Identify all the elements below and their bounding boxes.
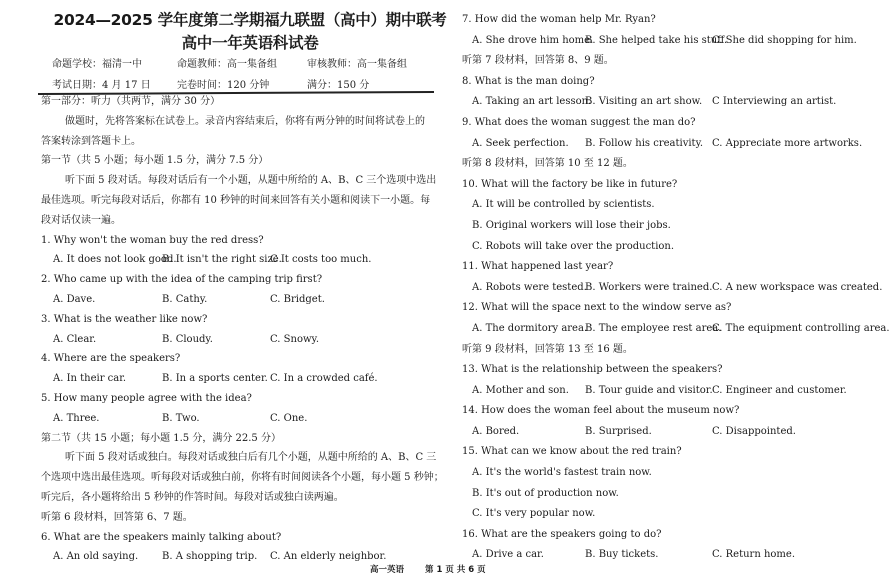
answer-option-c: C. An elderly neighbor. [270,551,387,563]
answer-options [462,422,862,443]
answer-option-a: A. Taking an art lesson. [472,96,592,108]
section1-intro: 段对话仅读一遍。 [41,214,121,226]
duration: 完卷时间：120 分钟 [177,80,270,91]
answer-option-b: B. Visiting an art show. [585,96,703,108]
answer-options [462,92,862,113]
section2-intro: 个选项中选出最佳选项。听每段对话或独白前，你将有时间阅读各个小题，每小题 5 秒钟； [41,472,444,484]
answer-options [462,319,890,340]
answer-option-a: A. Dave. [53,293,96,305]
answer-option-b: B. Cloudy. [162,333,213,345]
answer-options [41,409,441,429]
answer-option-b: B. It's out of production now. [472,487,619,499]
answer-option-a: A. Clear. [53,333,97,345]
answer-option-a: A. She drove him home. [472,34,594,46]
answer-option-b: B. A shopping trip. [162,551,258,563]
answer-option-b: B. Tour guide and visitor. [585,384,713,396]
answer-option-a: A. Drive a car. [472,549,544,561]
answer-option-c: C It costs too much. [270,254,372,266]
question-stem: 14. How does the woman feel about the museum now? [462,405,740,417]
school: 命题学校：福清一中 [52,59,142,70]
answer-option-b: B. Buy tickets. [585,549,659,561]
question-stem: 4. Where are the speakers? [41,353,181,365]
answer-option-c: C. Appreciate more artworks. [712,137,863,149]
question-stem: 9. What does the woman suggest the man do? [462,116,696,128]
answer-option-c: C. Disappointed. [712,425,796,437]
material-note: 听第 9 段材料，回答第 13 至 16 题。 [462,343,633,355]
question-stem: 3. What is the weather like now? [41,313,208,325]
exam-subtitle: 高中一年英语科试卷 [181,34,319,52]
answer-option-c: C. Return home. [712,549,795,561]
author: 命题教师：高一集备组 [177,59,277,70]
answer-options [462,278,883,299]
answer-option-c: C. One. [270,412,308,424]
part1-heading: 第一部分：听力（共两节，满分 30 分） [41,96,221,107]
answer-option-c: C. The equipment controlling area. [712,322,890,334]
question-stem: 1. Why won't the woman buy the red dress? [41,234,264,246]
answer-option-a: A. In their car. [53,373,127,385]
footer-subject: 高一英语 [370,565,405,575]
answer-options [462,381,862,402]
answer-options [41,290,441,310]
part1-intro: 做题时，先将答案标在试卷上。录音内容结束后，你将有两分钟的时间将试卷上的 [65,115,425,127]
answer-option-c: C. Robots will take over the production. [472,240,675,252]
material-note: 听第 6 段材料，回答第 6、7 题。 [41,511,193,523]
answer-option-b: B. Cathy. [162,293,208,305]
section1-heading: 第一节（共 5 小题；每小题 1.5 分，满分 7.5 分） [41,155,269,167]
section1-intro: 听下面 5 段对话。每段对话后有一个小题，从题中所给的 A、B、C 三个选项中选出 [65,175,437,187]
question-stem: 15. What can we know about the red train? [462,446,682,458]
footer-page: 第 1 页 共 6 页 [425,565,486,575]
answer-option-c: C. Bridget. [270,293,325,305]
section2-heading: 第二节（共 15 小题；每小题 1.5 分，满分 22.5 分） [41,432,281,444]
answer-option-b: B. In a sports center. [162,373,268,385]
answer-option-a: A. Mother and son. [472,384,569,396]
reviewer: 审核教师：高一集备组 [307,59,407,70]
answer-option-c: C. Engineer and customer. [712,384,847,396]
answer-option-a: A. Seek perfection. [472,137,569,149]
answer-option-a: A. It will be controlled by scientists. [472,199,655,211]
answer-option-a: A. Bored. [472,425,520,437]
answer-option-b: B. Workers were trained. [585,281,713,293]
answer-option-b: B. It isn't the right size. [162,254,282,266]
question-stem: 5. How many people agree with the idea? [41,392,252,404]
answer-option-b: B. She helped take his stuff. [585,34,728,46]
question-stem: 13. What is the relationship between the speakers? [462,364,723,376]
part1-intro: 答案转涂到答题卡上。 [41,135,141,147]
material-note: 听第 8 段材料，回答第 10 至 12 题。 [462,158,633,170]
section1-intro: 最佳选项。听完每段对话后，你都有 10 秒钟的时间来回答有关小题和阅读下一小题。每 [41,194,431,206]
section2-intro: 听完后，各小题将给出 5 秒钟的作答时间。每段对话或独白读两遍。 [41,491,344,503]
answer-option-c: C. Snowy. [270,333,320,345]
exam-info-row-1 [52,55,432,70]
answer-option-c: C. She did shopping for him. [712,34,857,46]
answer-option-a: A. An old saying. [53,551,139,563]
answer-options [462,31,862,52]
question-stem: 6. What are the speakers mainly talking about? [41,531,282,543]
answer-option-b: B. Surprised. [585,425,652,437]
answer-option-a: A. Robots were tested. [472,281,587,293]
exam-date: 考试日期：4 月 17 日 [52,80,151,91]
answer-option-c: C Interviewing an artist. [712,96,837,108]
answer-option-b: B. Original workers will lose their jobs. [472,219,671,231]
question-stem: 11. What happened last year? [462,261,614,273]
left-column [41,92,444,567]
exam-title: 2024—2025 学年度第二学期福九联盟（高中）期中联考 [53,11,447,29]
answer-option-c: C. It's very popular now. [472,508,596,520]
section2-intro: 听下面 5 段对话或独白。每段对话或独白后有几个小题，从题中所给的 A、B、C 三 [65,452,437,464]
answer-option-b: B. Two. [162,412,200,424]
answer-option-a: A. The dormitory area. [472,322,588,334]
answer-options [41,330,441,350]
answer-option-c: C. A new workspace was created. [712,281,883,293]
answer-option-a: A. Three. [53,412,100,424]
question-stem: 8. What is the man doing? [462,75,595,87]
question-stem: 7. How did the woman help Mr. Ryan? [462,14,656,25]
answer-option-a: A. It does not look good. [53,254,177,266]
answer-options [462,134,862,155]
question-stem: 2. Who came up with the idea of the camping trip first? [41,274,323,286]
full-score: 满分：150 分 [307,80,370,91]
answer-option-b: B. The employee rest area. [585,322,722,334]
question-stem: 10. What will the factory be like in future? [462,178,678,190]
material-note: 听第 7 段材料，回答第 8、9 题。 [462,55,614,67]
question-stem: 12. What will the space next to the window serve as? [462,302,732,314]
answer-option-c: C. In a crowded café. [270,373,378,385]
exam-info-row-2 [52,76,432,91]
answer-option-a: A. It's the world's fastest train now. [472,467,652,479]
question-stem: 16. What are the speakers going to do? [462,528,662,540]
answer-options [41,369,441,389]
answer-options [41,250,441,270]
right-column [462,10,890,566]
answer-options [462,545,862,566]
answer-option-b: B. Follow his creativity. [585,137,704,149]
